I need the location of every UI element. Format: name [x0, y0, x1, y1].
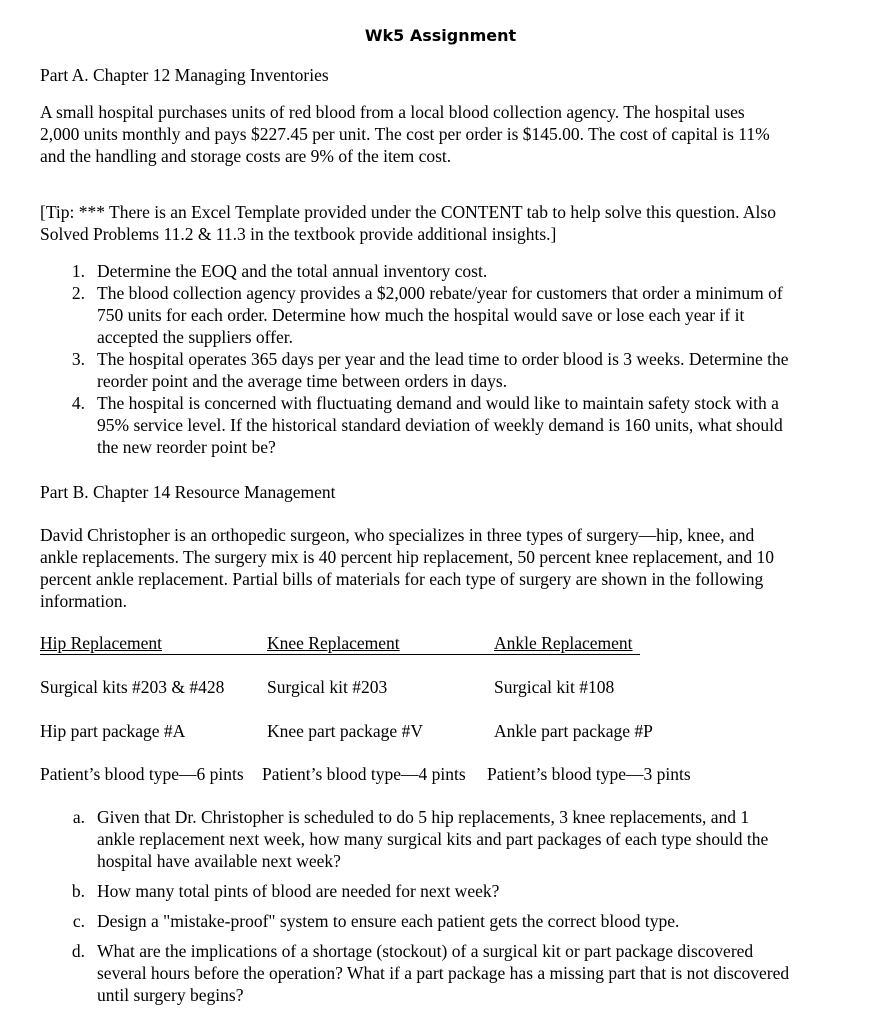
text-line: Solved Problems 11.2 & 11.3 in the textbook provide additional insights.]: [40, 224, 557, 244]
text-line: Design a "mistake-proof" system to ensure each patient gets the correct blood type.: [97, 911, 680, 931]
question-number: 2.: [71, 283, 85, 303]
question-item: [61, 348, 789, 392]
text-line: hospital have available next week?: [97, 851, 341, 871]
text-line: ankle replacement next week, how many surgical kits and part packages of each type should the: [97, 829, 769, 849]
text-line: The blood collection agency provides a $2,000 rebate/year for customers that order a minimum of: [97, 283, 783, 303]
part-b-intro: [40, 524, 774, 612]
text-line: David Christopher is an orthopedic surgeon, who specializes in three types of surgery—hip, knee, and: [40, 525, 755, 545]
question-item: [61, 880, 789, 902]
text-line: The hospital operates 365 days per year and the lead time to order blood is 3 weeks. Determine the: [97, 349, 789, 369]
table-header: Hip Replacement: [40, 633, 162, 653]
text-line: How many total pints of blood are needed for next week?: [97, 881, 500, 901]
question-letter: a.: [72, 807, 85, 827]
part-a-intro: [40, 101, 770, 167]
table-cell: Surgical kit #108: [494, 677, 615, 697]
table-cell: Ankle part package #P: [494, 721, 653, 741]
part-b-question-list: [61, 806, 789, 1006]
part-a-tip: [40, 201, 776, 245]
question-letter: d.: [71, 941, 85, 961]
question-item: [61, 260, 789, 282]
table-cell: Knee part package #V: [267, 721, 423, 741]
question-item: [61, 282, 789, 348]
table-cell: Patient’s blood type—6 pints: [40, 764, 244, 784]
question-letter: c.: [72, 911, 85, 931]
text-line: and the handling and storage costs are 9% of the item cost.: [40, 146, 452, 166]
table-cell: Patient’s blood type—4 pints: [262, 764, 466, 784]
table-cell: Hip part package #A: [40, 721, 186, 741]
question-item: [61, 940, 789, 1006]
text-line: until surgery begins?: [97, 985, 244, 1005]
text-line: The hospital is concerned with fluctuating demand and would like to maintain safety stock with a: [97, 393, 779, 413]
question-item: [61, 806, 789, 872]
text-line: several hours before the operation? What if a part package has a missing part that is not discovered: [97, 963, 790, 983]
question-number: 3.: [71, 349, 85, 369]
text-line: the new reorder point be?: [97, 437, 276, 457]
question-item: [61, 910, 789, 932]
text-line: A small hospital purchases units of red blood from a local blood collection agency. The hospital uses: [40, 102, 745, 122]
text-line: 750 units for each order. Determine how much the hospital would save or lose each year if it: [97, 305, 745, 325]
text-line: accepted the suppliers offer.: [97, 327, 293, 347]
text-line: Given that Dr. Christopher is scheduled to do 5 hip replacements, 3 knee replacements, and 1: [97, 807, 750, 827]
table-cell: Surgical kit #203: [267, 677, 388, 697]
question-item: [61, 392, 789, 458]
table-header: Knee Replacement: [267, 633, 400, 653]
part-b-heading: Part B. Chapter 14 Resource Management: [40, 482, 336, 502]
text-line: [Tip: *** There is an Excel Template provided under the CONTENT tab to help solve this question. Also: [40, 202, 776, 222]
text-line: percent ankle replacement. Partial bills of materials for each type of surgery are shown in the following: [40, 569, 764, 589]
text-line: 2,000 units monthly and pays $227.45 per unit. The cost per order is $145.00. The cost of capital is 11%: [40, 124, 770, 144]
question-number: 4.: [71, 393, 85, 413]
question-number: 1.: [71, 261, 85, 281]
text-line: Determine the EOQ and the total annual inventory cost.: [97, 261, 488, 281]
text-line: reorder point and the average time between orders in days.: [97, 371, 508, 391]
text-line: ankle replacements. The surgery mix is 40 percent hip replacement, 50 percent knee replacement, and 10: [40, 547, 775, 567]
text-line: What are the implications of a shortage (stockout) of a surgical kit or part package discovered: [97, 941, 754, 961]
part-a-question-list: [61, 260, 789, 458]
header-underline: [40, 654, 640, 655]
part-a-heading: Part A. Chapter 12 Managing Inventories: [40, 65, 329, 85]
text-line: 95% service level. If the historical standard deviation of weekly demand is 160 units, what should: [97, 415, 783, 435]
question-letter: b.: [71, 881, 85, 901]
document-title: Wk5 Assignment: [364, 26, 517, 45]
table-cell: Patient’s blood type—3 pints: [487, 764, 691, 784]
text-line: information.: [40, 591, 127, 611]
table-cell: Surgical kits #203 & #428: [40, 677, 225, 697]
table-header: Ankle Replacement: [494, 633, 633, 653]
